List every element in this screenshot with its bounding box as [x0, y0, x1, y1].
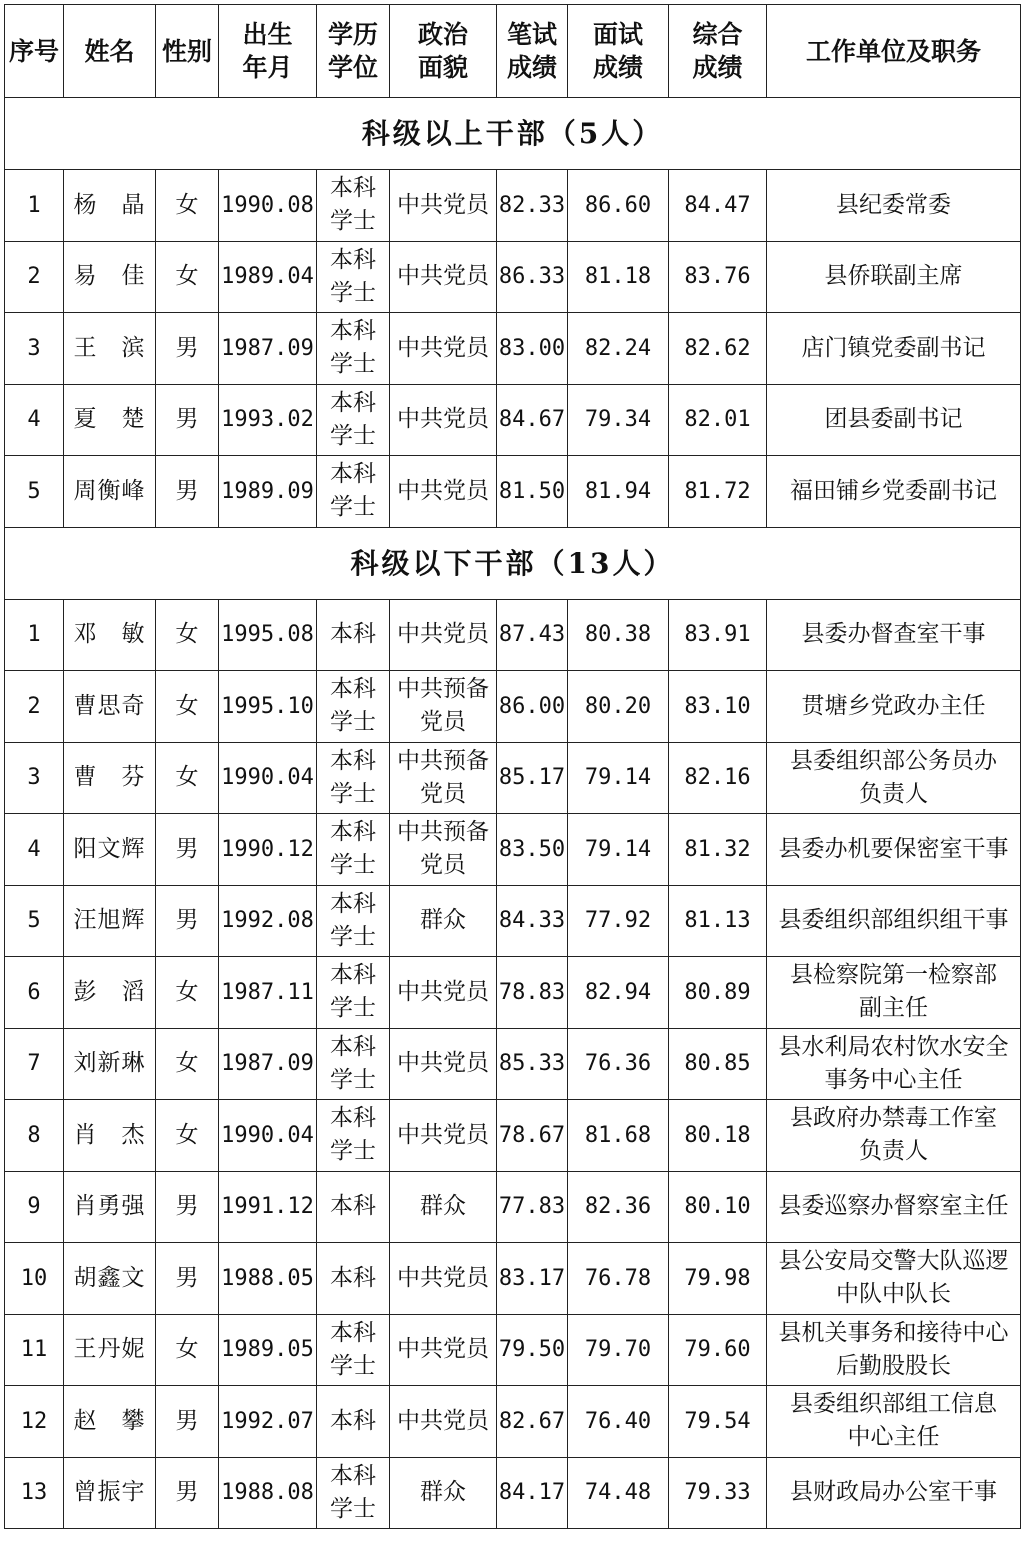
cell-total-score: 80.89	[669, 957, 767, 1029]
cell-degree: 本科 学士	[317, 456, 390, 528]
cell-name: 王丹妮	[64, 1314, 156, 1386]
cell-seq: 2	[5, 241, 64, 313]
cell-birth: 1992.08	[219, 885, 317, 957]
cell-unit-position: 县委办督查室干事	[767, 599, 1021, 671]
cell-unit-position: 店门镇党委副书记	[767, 313, 1021, 385]
table-row	[5, 456, 1021, 528]
cell-unit-position: 县委巡察办督察室主任	[767, 1171, 1021, 1243]
cell-unit-position: 县政府办禁毒工作室 负责人	[767, 1100, 1021, 1172]
cell-birth: 1987.09	[219, 313, 317, 385]
cell-interview-score: 76.40	[568, 1386, 669, 1458]
table-row	[5, 1314, 1021, 1386]
cell-gender: 男	[156, 456, 219, 528]
cell-written-score: 87.43	[497, 599, 568, 671]
cell-birth: 1988.05	[219, 1243, 317, 1315]
table-body	[5, 98, 1021, 1529]
header-interview: 面试 成绩	[568, 5, 669, 98]
cell-total-score: 81.13	[669, 885, 767, 957]
cell-seq: 3	[5, 742, 64, 814]
cell-degree: 本科 学士	[317, 671, 390, 743]
cell-total-score: 79.98	[669, 1243, 767, 1315]
cell-written-score: 79.50	[497, 1314, 568, 1386]
cell-interview-score: 82.94	[568, 957, 669, 1029]
cell-unit-position: 县委组织部公务员办 负责人	[767, 742, 1021, 814]
header-gender: 性别	[156, 5, 219, 98]
cell-written-score: 78.67	[497, 1100, 568, 1172]
cell-seq: 11	[5, 1314, 64, 1386]
table-row	[5, 384, 1021, 456]
cell-gender: 男	[156, 313, 219, 385]
cell-interview-score: 74.48	[568, 1457, 669, 1529]
cell-birth: 1989.09	[219, 456, 317, 528]
cell-degree: 本科	[317, 599, 390, 671]
cell-birth: 1990.08	[219, 170, 317, 242]
cell-political: 群众	[390, 885, 497, 957]
table-row	[5, 671, 1021, 743]
cell-name: 杨 晶	[64, 170, 156, 242]
cell-unit-position: 县检察院第一检察部 副主任	[767, 957, 1021, 1029]
cell-written-score: 85.33	[497, 1028, 568, 1100]
cell-seq: 12	[5, 1386, 64, 1458]
header-total: 综合 成绩	[669, 5, 767, 98]
cell-interview-score: 79.70	[568, 1314, 669, 1386]
cell-gender: 女	[156, 599, 219, 671]
section-title: 科级以下干部（13人）	[5, 527, 1021, 599]
cell-unit-position: 县公安局交警大队巡逻 中队中队长	[767, 1243, 1021, 1315]
cell-gender: 女	[156, 742, 219, 814]
cell-written-score: 82.67	[497, 1386, 568, 1458]
cell-political: 中共预备 党员	[390, 671, 497, 743]
cell-seq: 7	[5, 1028, 64, 1100]
cell-unit-position: 县委办机要保密室干事	[767, 814, 1021, 886]
header-seq: 序号	[5, 5, 64, 98]
cell-name: 肖勇强	[64, 1171, 156, 1243]
header-political: 政治 面貌	[390, 5, 497, 98]
cell-written-score: 83.50	[497, 814, 568, 886]
cell-political: 中共党员	[390, 241, 497, 313]
cell-degree: 本科 学士	[317, 885, 390, 957]
cell-written-score: 77.83	[497, 1171, 568, 1243]
cell-political: 群众	[390, 1171, 497, 1243]
cell-degree: 本科	[317, 1386, 390, 1458]
cell-gender: 女	[156, 170, 219, 242]
table-row	[5, 1100, 1021, 1172]
cell-gender: 女	[156, 957, 219, 1029]
cell-name: 阳文辉	[64, 814, 156, 886]
table-row	[5, 1028, 1021, 1100]
cell-interview-score: 79.14	[568, 742, 669, 814]
cell-degree: 本科 学士	[317, 742, 390, 814]
cell-total-score: 80.10	[669, 1171, 767, 1243]
cell-unit-position: 县水利局农村饮水安全 事务中心主任	[767, 1028, 1021, 1100]
cell-degree: 本科	[317, 1243, 390, 1315]
table-row	[5, 885, 1021, 957]
cell-written-score: 85.17	[497, 742, 568, 814]
table-row	[5, 742, 1021, 814]
cell-total-score: 82.62	[669, 313, 767, 385]
cell-unit-position: 县委组织部组工信息 中心主任	[767, 1386, 1021, 1458]
cell-seq: 9	[5, 1171, 64, 1243]
table-row	[5, 313, 1021, 385]
cell-degree: 本科 学士	[317, 170, 390, 242]
cell-seq: 1	[5, 170, 64, 242]
cell-gender: 男	[156, 1171, 219, 1243]
cell-total-score: 82.01	[669, 384, 767, 456]
cell-interview-score: 80.20	[568, 671, 669, 743]
cell-seq: 10	[5, 1243, 64, 1315]
cell-name: 彭 滔	[64, 957, 156, 1029]
cell-written-score: 78.83	[497, 957, 568, 1029]
cell-name: 曹 芬	[64, 742, 156, 814]
cell-written-score: 84.67	[497, 384, 568, 456]
cell-birth: 1990.04	[219, 1100, 317, 1172]
cell-degree: 本科 学士	[317, 957, 390, 1029]
cell-degree: 本科 学士	[317, 384, 390, 456]
header-unit: 工作单位及职务	[767, 5, 1021, 98]
cell-political: 中共预备 党员	[390, 814, 497, 886]
table-header-row	[5, 5, 1021, 98]
cell-total-score: 81.32	[669, 814, 767, 886]
cell-total-score: 80.18	[669, 1100, 767, 1172]
cell-political: 中共党员	[390, 599, 497, 671]
cell-name: 曹思奇	[64, 671, 156, 743]
cell-name: 赵 攀	[64, 1386, 156, 1458]
cell-seq: 13	[5, 1457, 64, 1529]
table-row	[5, 599, 1021, 671]
cell-interview-score: 80.38	[568, 599, 669, 671]
cell-name: 曾振宇	[64, 1457, 156, 1529]
cell-birth: 1988.08	[219, 1457, 317, 1529]
cell-name: 肖 杰	[64, 1100, 156, 1172]
cell-degree: 本科 学士	[317, 313, 390, 385]
cell-seq: 8	[5, 1100, 64, 1172]
cell-seq: 4	[5, 384, 64, 456]
cell-interview-score: 81.18	[568, 241, 669, 313]
cell-seq: 1	[5, 599, 64, 671]
cell-interview-score: 86.60	[568, 170, 669, 242]
cell-name: 汪旭辉	[64, 885, 156, 957]
section-header-row	[5, 527, 1021, 599]
cell-interview-score: 82.36	[568, 1171, 669, 1243]
header-written: 笔试 成绩	[497, 5, 568, 98]
cell-political: 中共党员	[390, 170, 497, 242]
cell-degree: 本科 学士	[317, 1314, 390, 1386]
cell-degree: 本科 学士	[317, 814, 390, 886]
cell-birth: 1990.12	[219, 814, 317, 886]
cell-political: 中共党员	[390, 1028, 497, 1100]
cell-written-score: 83.17	[497, 1243, 568, 1315]
cell-name: 易 佳	[64, 241, 156, 313]
cell-unit-position: 县机关事务和接待中心 后勤股股长	[767, 1314, 1021, 1386]
cell-total-score: 83.10	[669, 671, 767, 743]
cell-gender: 男	[156, 1386, 219, 1458]
cell-political: 中共党员	[390, 456, 497, 528]
cell-name: 周衡峰	[64, 456, 156, 528]
cell-birth: 1992.07	[219, 1386, 317, 1458]
table-row	[5, 1171, 1021, 1243]
cell-name: 刘新琳	[64, 1028, 156, 1100]
cell-name: 邓 敏	[64, 599, 156, 671]
cell-seq: 2	[5, 671, 64, 743]
cell-seq: 6	[5, 957, 64, 1029]
cell-gender: 男	[156, 885, 219, 957]
table-row	[5, 1386, 1021, 1458]
cell-gender: 女	[156, 1314, 219, 1386]
cell-political: 中共党员	[390, 1386, 497, 1458]
cell-unit-position: 县侨联副主席	[767, 241, 1021, 313]
cell-total-score: 83.76	[669, 241, 767, 313]
table-row	[5, 814, 1021, 886]
cell-total-score: 79.60	[669, 1314, 767, 1386]
table-row	[5, 170, 1021, 242]
cell-written-score: 82.33	[497, 170, 568, 242]
cell-gender: 男	[156, 1457, 219, 1529]
cell-degree: 本科 学士	[317, 241, 390, 313]
cell-political: 中共党员	[390, 313, 497, 385]
cell-gender: 男	[156, 384, 219, 456]
cell-birth: 1990.04	[219, 742, 317, 814]
header-birth: 出生 年月	[219, 5, 317, 98]
cell-political: 中共党员	[390, 384, 497, 456]
table-row	[5, 957, 1021, 1029]
cell-political: 中共党员	[390, 1314, 497, 1386]
cell-name: 王 滨	[64, 313, 156, 385]
cell-unit-position: 县纪委常委	[767, 170, 1021, 242]
cell-unit-position: 团县委副书记	[767, 384, 1021, 456]
cell-political: 中共党员	[390, 1243, 497, 1315]
cell-gender: 男	[156, 814, 219, 886]
cell-seq: 3	[5, 313, 64, 385]
cell-written-score: 86.00	[497, 671, 568, 743]
cell-birth: 1987.11	[219, 957, 317, 1029]
cell-interview-score: 81.68	[568, 1100, 669, 1172]
cell-political: 中共预备 党员	[390, 742, 497, 814]
cell-degree: 本科 学士	[317, 1457, 390, 1529]
cell-interview-score: 76.78	[568, 1243, 669, 1315]
cell-political: 中共党员	[390, 1100, 497, 1172]
cell-interview-score: 79.34	[568, 384, 669, 456]
section-title: 科级以上干部（5人）	[5, 98, 1021, 170]
table-row	[5, 1243, 1021, 1315]
cell-total-score: 79.54	[669, 1386, 767, 1458]
cell-unit-position: 县委组织部组织组干事	[767, 885, 1021, 957]
cell-birth: 1995.08	[219, 599, 317, 671]
cell-seq: 5	[5, 885, 64, 957]
cell-written-score: 86.33	[497, 241, 568, 313]
cell-seq: 4	[5, 814, 64, 886]
candidate-score-table	[4, 4, 1021, 1529]
cell-unit-position: 福田铺乡党委副书记	[767, 456, 1021, 528]
cell-birth: 1989.04	[219, 241, 317, 313]
cell-name: 夏 楚	[64, 384, 156, 456]
cell-birth: 1993.02	[219, 384, 317, 456]
cell-interview-score: 77.92	[568, 885, 669, 957]
cell-interview-score: 76.36	[568, 1028, 669, 1100]
cell-gender: 男	[156, 1243, 219, 1315]
cell-birth: 1989.05	[219, 1314, 317, 1386]
cell-interview-score: 79.14	[568, 814, 669, 886]
cell-written-score: 81.50	[497, 456, 568, 528]
cell-interview-score: 81.94	[568, 456, 669, 528]
cell-total-score: 81.72	[669, 456, 767, 528]
cell-total-score: 84.47	[669, 170, 767, 242]
cell-total-score: 80.85	[669, 1028, 767, 1100]
cell-total-score: 79.33	[669, 1457, 767, 1529]
cell-total-score: 82.16	[669, 742, 767, 814]
cell-name: 胡鑫文	[64, 1243, 156, 1315]
cell-degree: 本科 学士	[317, 1100, 390, 1172]
cell-degree: 本科	[317, 1171, 390, 1243]
cell-written-score: 84.17	[497, 1457, 568, 1529]
cell-written-score: 83.00	[497, 313, 568, 385]
cell-gender: 女	[156, 241, 219, 313]
table-row	[5, 241, 1021, 313]
table-row	[5, 1457, 1021, 1529]
cell-degree: 本科 学士	[317, 1028, 390, 1100]
cell-interview-score: 82.24	[568, 313, 669, 385]
cell-seq: 5	[5, 456, 64, 528]
cell-written-score: 84.33	[497, 885, 568, 957]
cell-gender: 女	[156, 671, 219, 743]
cell-political: 中共党员	[390, 957, 497, 1029]
header-name: 姓名	[64, 5, 156, 98]
cell-gender: 女	[156, 1028, 219, 1100]
section-header-row	[5, 98, 1021, 170]
cell-political: 群众	[390, 1457, 497, 1529]
cell-birth: 1987.09	[219, 1028, 317, 1100]
cell-birth: 1995.10	[219, 671, 317, 743]
cell-unit-position: 贯塘乡党政办主任	[767, 671, 1021, 743]
cell-unit-position: 县财政局办公室干事	[767, 1457, 1021, 1529]
header-degree: 学历 学位	[317, 5, 390, 98]
cell-birth: 1991.12	[219, 1171, 317, 1243]
cell-gender: 女	[156, 1100, 219, 1172]
cell-total-score: 83.91	[669, 599, 767, 671]
